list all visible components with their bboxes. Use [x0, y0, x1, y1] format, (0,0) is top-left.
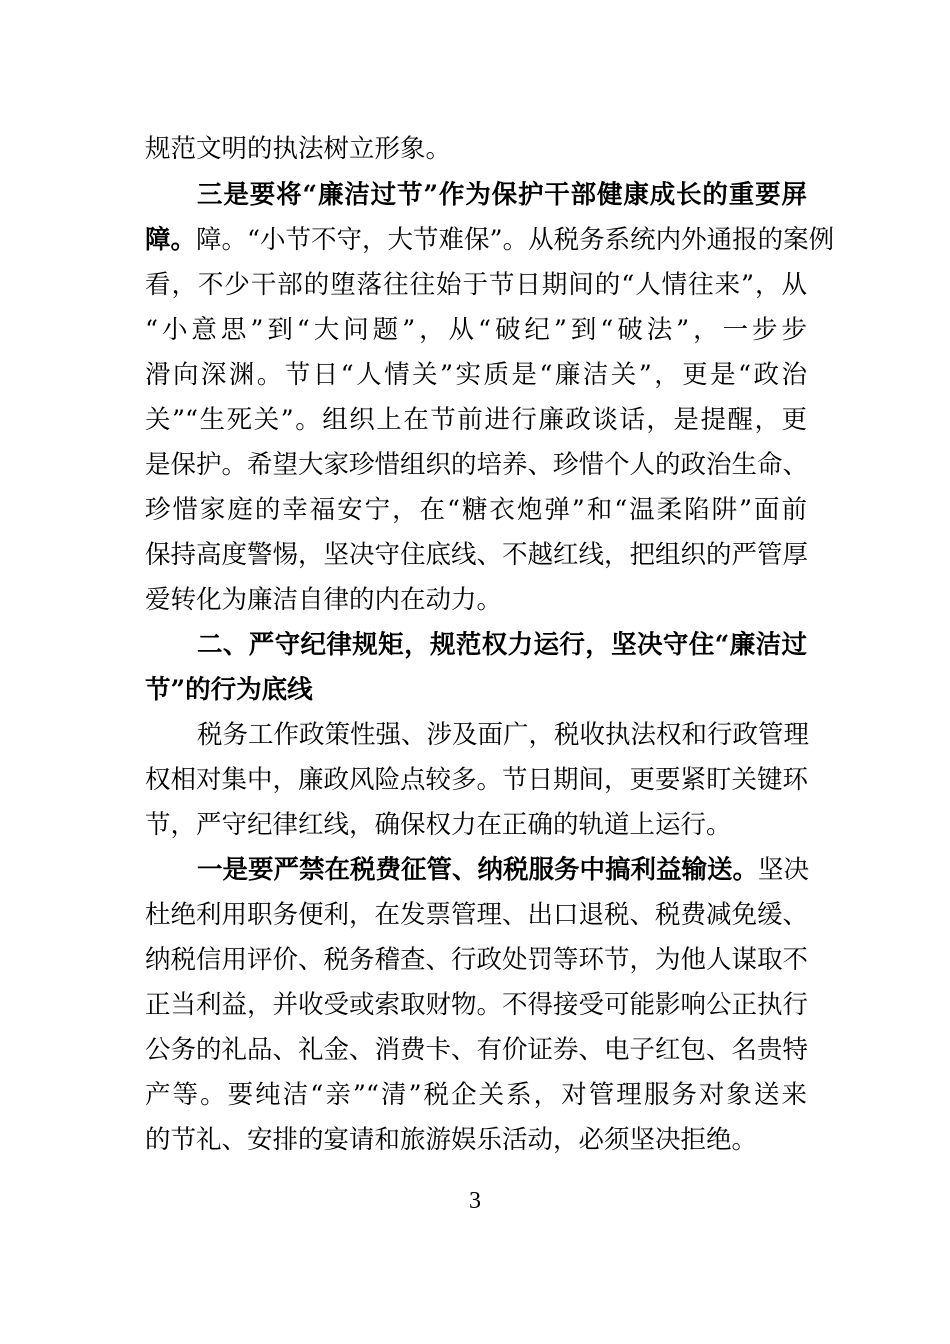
body-text-line: 正当利益，并收受或索取财物。不得接受可能影响公正执行 — [145, 990, 809, 1020]
body-text-line: 保持高度警惕，坚决守住底线、不越红线，把组织的严管厚 — [145, 540, 809, 570]
body-text-fragment: 障。“小节不守，大节难保”。从税务系统内外通报的案例 — [196, 225, 835, 255]
body-text-line: 珍惜家庭的幸福安宁，在“糖衣炮弹”和“温柔陷阱”面前 — [145, 495, 807, 525]
body-text-line: 关”“生死关”。组织上在节前进行廉政谈话，是提醒，更 — [145, 405, 807, 435]
body-text-line: 税务工作政策性强、涉及面广，税收执法权和行政管理 — [197, 720, 810, 750]
body-text-line: 权相对集中，廉政风险点较多。节日期间，更要紧盯关键环 — [145, 765, 809, 795]
body-text-line: 是保护。希望大家珍惜组织的培养、珍惜个人的政治生命、 — [145, 450, 809, 480]
body-text-line: 的节礼、安排的宴请和旅游娱乐活动，必须坚决拒绝。 — [145, 1125, 758, 1155]
body-text-line — [145, 217, 835, 263]
body-text-fragment: 坚决 — [758, 855, 810, 885]
section-heading-line: 二、严守纪律规矩，规范权力运行，坚决守住“廉洁过 — [197, 630, 807, 660]
body-text-line: 规范文明的执法树立形象。 — [145, 134, 452, 164]
body-text-line: 滑向深渊。节日“人情关”实质是“廉洁关”，更是“政治 — [145, 360, 807, 390]
body-text-line: 看，不少干部的堕落往往始于节日期间的“人情往来”，从 — [145, 270, 807, 300]
body-text-line — [197, 847, 810, 893]
section-heading-line: 节”的行为底线 — [145, 675, 313, 705]
body-text-line: 杜绝利用职务便利，在发票管理、出口退税、税费减免缓、 — [145, 900, 809, 930]
body-text-line: 公务的礼品、礼金、消费卡、有价证券、电子红包、名贵特 — [145, 1035, 809, 1065]
body-text-line: 产等。要纯洁“亲”“清”税企关系，对管理服务对象送来 — [145, 1080, 807, 1110]
body-text-line: 爱转化为廉洁自律的内在动力。 — [145, 585, 503, 615]
body-text-line: “小意思”到“大问题”，从“破纪”到“破法”，一步步 — [145, 315, 807, 345]
body-text-line: 节，严守纪律红线，确保权力在正确的轨道上运行。 — [145, 810, 732, 840]
bold-heading-fragment: 障。 — [145, 225, 197, 255]
page-number: 3 — [469, 1188, 481, 1214]
body-text-line: 纳税信用评价、税务稽查、行政处罚等环节，为他人谋取不 — [145, 945, 809, 975]
bold-heading-fragment: 一是要严禁在税费征管、纳税服务中搞利益输送。 — [197, 855, 759, 885]
bold-heading-line: 三是要将“廉洁过节”作为保护干部健康成长的重要屏 — [197, 180, 807, 210]
